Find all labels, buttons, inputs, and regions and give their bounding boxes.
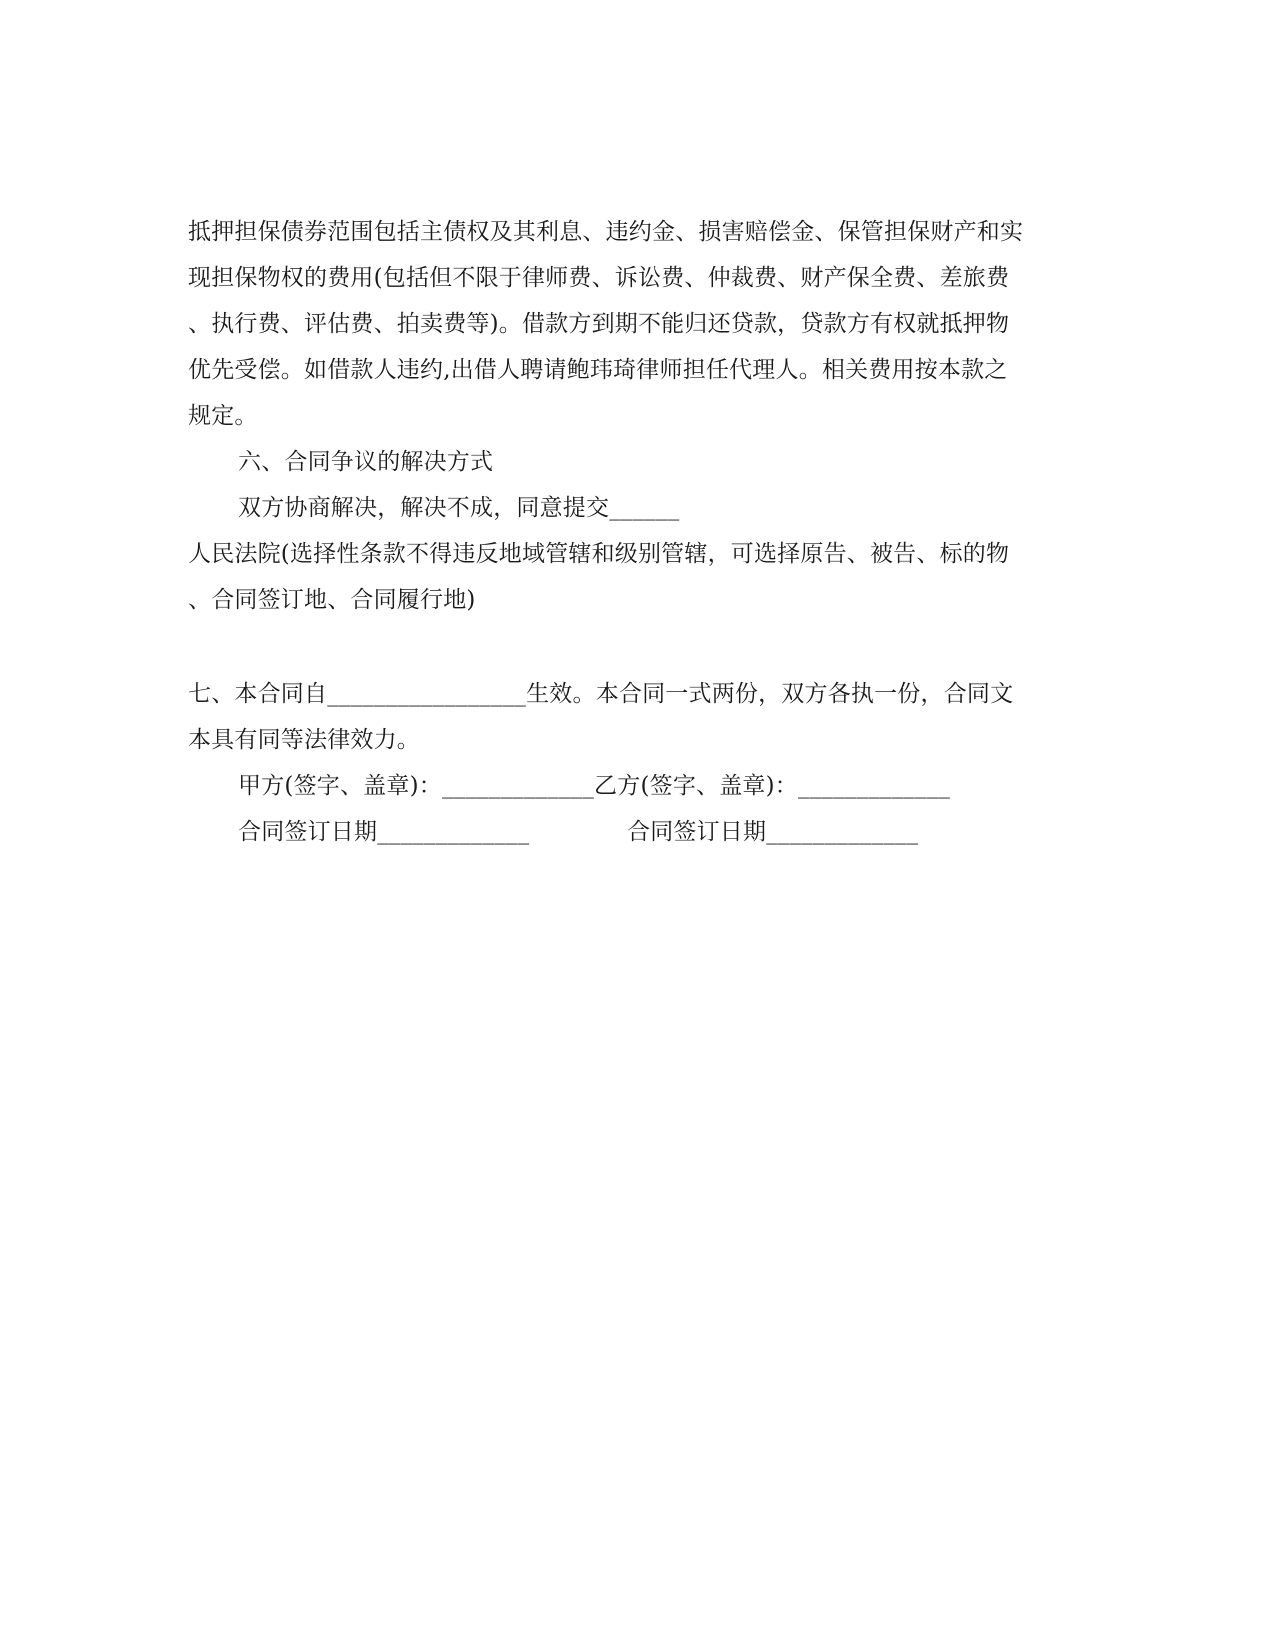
section-6-text-line-2: 人民法院(选择性条款不得违反地域管辖和级别管辖，可选择原告、被告、标的物: [188, 541, 1010, 567]
section-6-text-line-1: 双方协商解决，解决不成，同意提交______: [238, 495, 680, 521]
section-7-text-line-1: 七、本合同自_________________生效。本合同一式两份，双方各执一份，合同文: [188, 681, 1014, 707]
party-b-signing-date: 合同签订日期_____________: [627, 819, 919, 845]
signature-line: 甲方(签字、盖章)：_____________乙方(签字、盖章)：_____________: [238, 773, 951, 799]
clause-5-text-line-5: 规定。: [188, 403, 258, 429]
section-6-heading: 六、合同争议的解决方式: [238, 449, 494, 475]
clause-5-text-line-2: 现担保物权的费用(包括但不限于律师费、诉讼费、仲裁费、财产保全费、差旅费: [188, 265, 1010, 291]
clause-5-text-line-1: 抵押担保债券范围包括主债权及其利息、违约金、损害赔偿金、保管担保财产和实: [188, 219, 1024, 245]
clause-5-text-line-3: 、执行费、评估费、拍卖费等)。借款方到期不能归还贷款，贷款方有权就抵押物: [188, 311, 1010, 337]
clause-5-text-line-4: 优先受偿。如借款人违约,出借人聘请鲍玮琦律师担任代理人。相关费用按本款之: [188, 357, 1008, 383]
section-6-text-line-3: 、合同签订地、合同履行地): [188, 587, 476, 613]
party-a-signing-date: 合同签订日期_____________: [238, 819, 530, 845]
section-7-text-line-2: 本具有同等法律效力。: [188, 727, 420, 753]
